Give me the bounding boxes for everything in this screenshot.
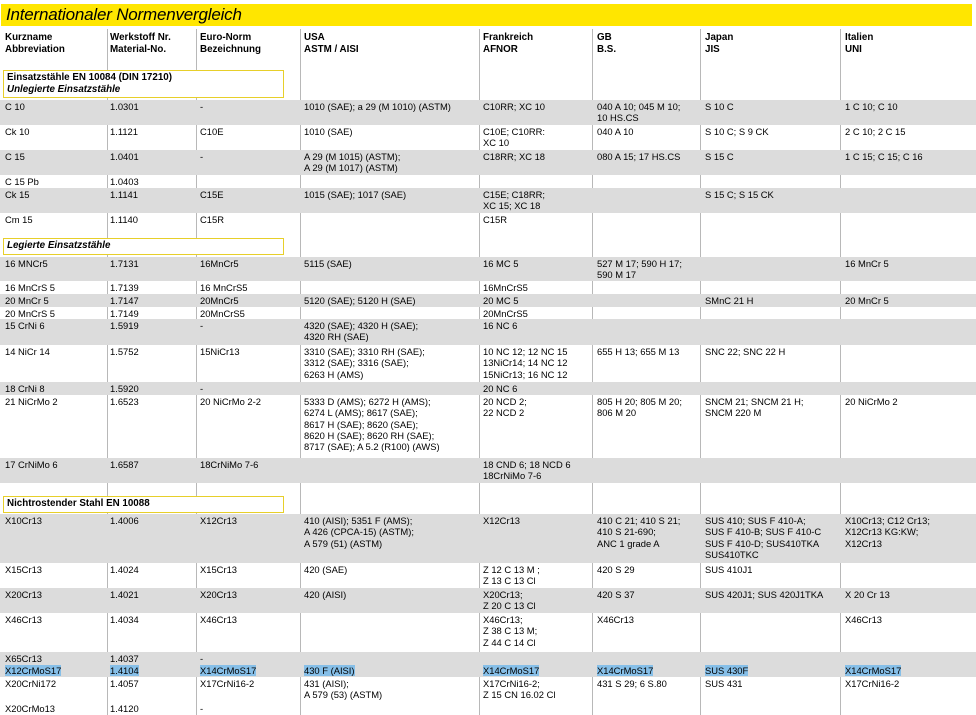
cell-usa-astm-aisi: 420 (SAE)	[304, 564, 348, 575]
cell-japan-jis: S 15 C	[705, 151, 734, 162]
cell-frankreich-afnor: C15R	[483, 214, 507, 225]
column-header-italien-uni: Italien UNI	[845, 32, 874, 55]
cell-japan-jis: S 10 C	[705, 101, 734, 112]
cell-japan-jis: SUS 410; SUS F 410-A; SUS F 410-B; SUS F 410-C SUS F 410-D; SUS410TKA SUS410TKC	[705, 515, 822, 560]
cell-euro-norm: -	[200, 653, 204, 664]
cell-japan-jis: SNCM 21; SNCM 21 H; SNCM 220 M	[705, 396, 804, 419]
column-header-werkstoff-nr: Werkstoff Nr. Material-No.	[110, 32, 171, 55]
cell-italien-uni: 20 MnCr 5	[845, 295, 889, 306]
cell-kurzname: C 15 Pb	[5, 176, 39, 187]
cell-frankreich-afnor: 20MnCrS5	[483, 308, 528, 319]
cell-kurzname: 21 NiCrMo 2	[5, 396, 58, 407]
cell-euro-norm: -	[200, 151, 204, 162]
cell-euro-norm: 20MnCr5	[200, 295, 239, 306]
cell-frankreich-afnor: 20 MC 5	[483, 295, 519, 306]
cell-kurzname: X46Cr13	[5, 614, 43, 625]
cell-frankreich-afnor: C10RR; XC 10	[483, 101, 546, 112]
column-header-euro-norm: Euro-Norm Bezeichnung	[200, 32, 261, 55]
cell-euro-norm: 18CrNiMo 7-6	[200, 459, 259, 470]
cell-kurzname: 18 CrNi 8	[5, 383, 45, 394]
cell-werkstoff-nr: 1.7147	[110, 295, 139, 306]
cell-kurzname: 14 NiCr 14	[5, 346, 50, 357]
cell-werkstoff-nr: 1.6523	[110, 396, 139, 407]
cell-usa-astm-aisi: 430 F (AISI)	[304, 665, 355, 676]
column-header-gb-bs: GB B.S.	[597, 32, 617, 55]
cell-werkstoff-nr: 1.4021	[110, 589, 139, 600]
cell-gb-bs: 805 H 20; 805 M 20; 806 M 20	[597, 396, 682, 419]
cell-kurzname: X20CrMo13	[5, 703, 56, 714]
cell-kurzname: X65Cr13	[5, 653, 43, 664]
cell-kurzname: 20 MnCrS 5	[5, 308, 56, 319]
cell-kurzname: 16 MnCrS 5	[5, 282, 56, 293]
cell-italien-uni: 16 MnCr 5	[845, 258, 889, 269]
cell-frankreich-afnor: C15E; C18RR; XC 15; XC 18	[483, 189, 546, 212]
table-row	[0, 175, 976, 188]
cell-euro-norm: 20 NiCrMo 2-2	[200, 396, 261, 407]
column-header-japan-jis: Japan JIS	[705, 32, 734, 55]
cell-usa-astm-aisi: 3310 (SAE); 3310 RH (SAE); 3312 (SAE); 3316 (SAE); 6263 H (AMS)	[304, 346, 425, 380]
column-header-frankreich-afnor: Frankreich AFNOR	[483, 32, 534, 55]
cell-gb-bs: 420 S 37	[597, 589, 635, 600]
cell-euro-norm: 16MnCr5	[200, 258, 239, 269]
cell-werkstoff-nr: 1.4037	[110, 653, 139, 664]
cell-usa-astm-aisi: 5333 D (AMS); 6272 H (AMS); 6274 L (AMS); 8617 (SAE); 8617 H (SAE); 8620 (SAE); 8620 H (SAE); 8620 RH (SAE); 8717 (SAE); A 5.2 (R100) (AWS)	[304, 396, 440, 453]
cell-italien-uni: 20 NiCrMo 2	[845, 396, 898, 407]
cell-werkstoff-nr: 1.4104	[110, 665, 139, 676]
cell-gb-bs: 420 S 29	[597, 564, 635, 575]
table-row	[0, 213, 976, 226]
title-bar	[1, 4, 972, 26]
section-header-einsatz	[3, 70, 284, 98]
cell-werkstoff-nr: 1.6587	[110, 459, 139, 470]
column-header-kurzname: Kurzname Abbreviation	[5, 32, 65, 55]
cell-italien-uni: X10Cr13; C12 Cr13; X12Cr13 KG:KW; X12Cr13	[845, 515, 930, 549]
cell-usa-astm-aisi: 5115 (SAE)	[304, 258, 352, 269]
cell-japan-jis: SNC 22; SNC 22 H	[705, 346, 786, 357]
section-title: Legierte Einsatzstähle	[7, 240, 111, 251]
cell-italien-uni: 1 C 10; C 10	[845, 101, 898, 112]
cell-italien-uni: 2 C 10; 2 C 15	[845, 126, 906, 137]
table-row	[0, 125, 976, 150]
cell-japan-jis: SUS 430F	[705, 665, 749, 676]
cell-usa-astm-aisi: A 29 (M 1015) (ASTM); A 29 (M 1017) (ASTM)	[304, 151, 401, 174]
cell-japan-jis: S 15 C; S 15 CK	[705, 189, 774, 200]
cell-usa-astm-aisi: 410 (AISI); 5351 F (AMS); A 426 (CPCA-15) (ASTM); A 579 (51) (ASTM)	[304, 515, 414, 549]
cell-gb-bs: 431 S 29; 6 S.80	[597, 678, 667, 689]
column-header-usa-astm-aisi: USA ASTM / AISI	[304, 32, 359, 55]
cell-kurzname: C 15	[5, 151, 25, 162]
table-row	[0, 294, 976, 307]
cell-italien-uni: X17CrNi16-2	[845, 678, 900, 689]
table-row	[0, 100, 976, 125]
cell-gb-bs: 080 A 15; 17 HS.CS	[597, 151, 681, 162]
cell-frankreich-afnor: X17CrNi16-2; Z 15 CN 16.02 Cl	[483, 678, 556, 701]
cell-italien-uni: X 20 Cr 13	[845, 589, 890, 600]
cell-kurzname: X10Cr13	[5, 515, 43, 526]
table-row	[0, 514, 976, 563]
cell-japan-jis: S 10 C; S 9 CK	[705, 126, 769, 137]
cell-kurzname: 15 CrNi 6	[5, 320, 45, 331]
cell-kurzname: X12CrMoS17	[5, 665, 62, 676]
cell-werkstoff-nr: 1.5919	[110, 320, 139, 331]
cell-werkstoff-nr: 1.0403	[110, 176, 139, 187]
cell-gb-bs: 040 A 10; 045 M 10; 10 HS.CS	[597, 101, 681, 124]
cell-frankreich-afnor: C18RR; XC 18	[483, 151, 546, 162]
cell-euro-norm: -	[200, 383, 204, 394]
cell-usa-astm-aisi: 1010 (SAE); a 29 (M 1010) (ASTM)	[304, 101, 451, 112]
table-row	[0, 588, 976, 613]
cell-euro-norm: C15E	[200, 189, 224, 200]
cell-italien-uni: X46Cr13	[845, 614, 883, 625]
cell-werkstoff-nr: 1.7139	[110, 282, 139, 293]
section-title: Einsatzstähle EN 10084 (DIN 17210)	[7, 72, 172, 83]
section-header-legiert	[3, 238, 284, 255]
table-row	[0, 319, 976, 345]
cell-usa-astm-aisi: 431 (AISI); A 579 (53) (ASTM)	[304, 678, 383, 701]
cell-japan-jis: SUS 410J1	[705, 564, 753, 575]
cell-werkstoff-nr: 1.1121	[110, 126, 138, 137]
table-row	[0, 307, 976, 319]
table-row	[0, 150, 976, 175]
table-row	[0, 563, 976, 588]
cell-frankreich-afnor: Z 12 C 13 M ; Z 13 C 13 Cl	[483, 564, 540, 587]
cell-frankreich-afnor: X12Cr13	[483, 515, 521, 526]
cell-euro-norm: -	[200, 101, 204, 112]
cell-euro-norm: 15NiCr13	[200, 346, 240, 357]
cell-euro-norm: 16 MnCrS5	[200, 282, 248, 293]
cell-gb-bs: 655 H 13; 655 M 13	[597, 346, 680, 357]
cell-frankreich-afnor: X20Cr13; Z 20 C 13 Cl	[483, 589, 536, 612]
cell-euro-norm: C10E	[200, 126, 224, 137]
cell-frankreich-afnor: X46Cr13; Z 38 C 13 M; Z 44 C 14 Cl	[483, 614, 538, 648]
cell-kurzname: 16 MNCr5	[5, 258, 48, 269]
cell-kurzname: C 10	[5, 101, 25, 112]
cell-euro-norm: X17CrNi16-2	[200, 678, 255, 689]
cell-usa-astm-aisi: 5120 (SAE); 5120 H (SAE)	[304, 295, 416, 306]
cell-euro-norm: X15Cr13	[200, 564, 238, 575]
cell-frankreich-afnor: 16MnCrS5	[483, 282, 528, 293]
cell-gb-bs: 527 M 17; 590 H 17; 590 M 17	[597, 258, 682, 281]
cell-werkstoff-nr: 1.7149	[110, 308, 139, 319]
cell-kurzname: Ck 15	[5, 189, 30, 200]
cell-werkstoff-nr: 1.4006	[110, 515, 139, 526]
table-row	[0, 652, 976, 664]
cell-kurzname: 17 CrNiMo 6	[5, 459, 58, 470]
cell-italien-uni: 1 C 15; C 15; C 16	[845, 151, 923, 162]
cell-frankreich-afnor: 20 NCD 2; 22 NCD 2	[483, 396, 527, 419]
cell-japan-jis: SUS 431	[705, 678, 743, 689]
table-row	[0, 188, 976, 213]
page-title: Internationaler Normenvergleich	[6, 5, 242, 24]
cell-frankreich-afnor: 10 NC 12; 12 NC 15 13NiCr14; 14 NC 12 15NiCr13; 16 NC 12	[483, 346, 568, 380]
table-row	[0, 281, 976, 294]
section-header-nicht	[3, 496, 284, 513]
table-row	[0, 345, 976, 382]
cell-japan-jis: SUS 420J1; SUS 420J1TKA	[705, 589, 824, 600]
table-row	[0, 257, 976, 281]
cell-frankreich-afnor: X14CrMoS17	[483, 665, 540, 676]
cell-euro-norm: X12Cr13	[200, 515, 238, 526]
cell-kurzname: X15Cr13	[5, 564, 43, 575]
section-title: Nichtrostender Stahl EN 10088	[7, 498, 150, 509]
table-row	[0, 677, 976, 702]
cell-kurzname: Cm 15	[5, 214, 33, 225]
cell-werkstoff-nr: 1.4057	[110, 678, 139, 689]
table-row	[0, 382, 976, 395]
table-row	[0, 458, 976, 483]
cell-frankreich-afnor: 16 MC 5	[483, 258, 519, 269]
table-row	[0, 395, 976, 458]
cell-euro-norm: X14CrMoS17	[200, 665, 257, 676]
cell-usa-astm-aisi: 1010 (SAE)	[304, 126, 353, 137]
cell-werkstoff-nr: 1.5752	[110, 346, 139, 357]
cell-werkstoff-nr: 1.1140	[110, 214, 138, 225]
cell-frankreich-afnor: 16 NC 6	[483, 320, 518, 331]
cell-werkstoff-nr: 1.0301	[110, 101, 139, 112]
cell-usa-astm-aisi: 4320 (SAE); 4320 H (SAE); 4320 RH (SAE)	[304, 320, 419, 343]
cell-euro-norm: -	[200, 703, 204, 714]
cell-frankreich-afnor: 20 NC 6	[483, 383, 518, 394]
cell-frankreich-afnor: C10E; C10RR: XC 10	[483, 126, 546, 149]
cell-werkstoff-nr: 1.1141	[110, 189, 138, 200]
cell-kurzname: Ck 10	[5, 126, 30, 137]
cell-werkstoff-nr: 1.4024	[110, 564, 139, 575]
cell-gb-bs: 040 A 10	[597, 126, 634, 137]
cell-gb-bs: X46Cr13	[597, 614, 635, 625]
table-row	[0, 702, 976, 715]
cell-euro-norm: -	[200, 320, 204, 331]
cell-kurzname: X20Cr13	[5, 589, 43, 600]
cell-werkstoff-nr: 1.0401	[110, 151, 139, 162]
cell-frankreich-afnor: 18 CND 6; 18 NCD 6 18CrNiMo 7-6	[483, 459, 571, 482]
cell-werkstoff-nr: 1.4120	[110, 703, 139, 714]
cell-euro-norm: X20Cr13	[200, 589, 238, 600]
cell-japan-jis: SMnC 21 H	[705, 295, 754, 306]
cell-kurzname: X20CrNi172	[5, 678, 57, 689]
cell-werkstoff-nr: 1.5920	[110, 383, 139, 394]
cell-gb-bs: X14CrMoS17	[597, 665, 654, 676]
cell-euro-norm: X46Cr13	[200, 614, 238, 625]
cell-gb-bs: 410 C 21; 410 S 21; 410 S 21-690; ANC 1 grade A	[597, 515, 681, 549]
table-row	[0, 613, 976, 652]
cell-usa-astm-aisi: 1015 (SAE); 1017 (SAE)	[304, 189, 407, 200]
cell-kurzname: 20 MnCr 5	[5, 295, 49, 306]
cell-werkstoff-nr: 1.7131	[110, 258, 139, 269]
cell-werkstoff-nr: 1.4034	[110, 614, 139, 625]
cell-euro-norm: C15R	[200, 214, 224, 225]
cell-italien-uni: X14CrMoS17	[845, 665, 902, 676]
table-row	[0, 664, 976, 677]
cell-euro-norm: 20MnCrS5	[200, 308, 245, 319]
cell-usa-astm-aisi: 420 (AISI)	[304, 589, 347, 600]
section-subtitle: Unlegierte Einsatzstähle	[7, 83, 121, 95]
